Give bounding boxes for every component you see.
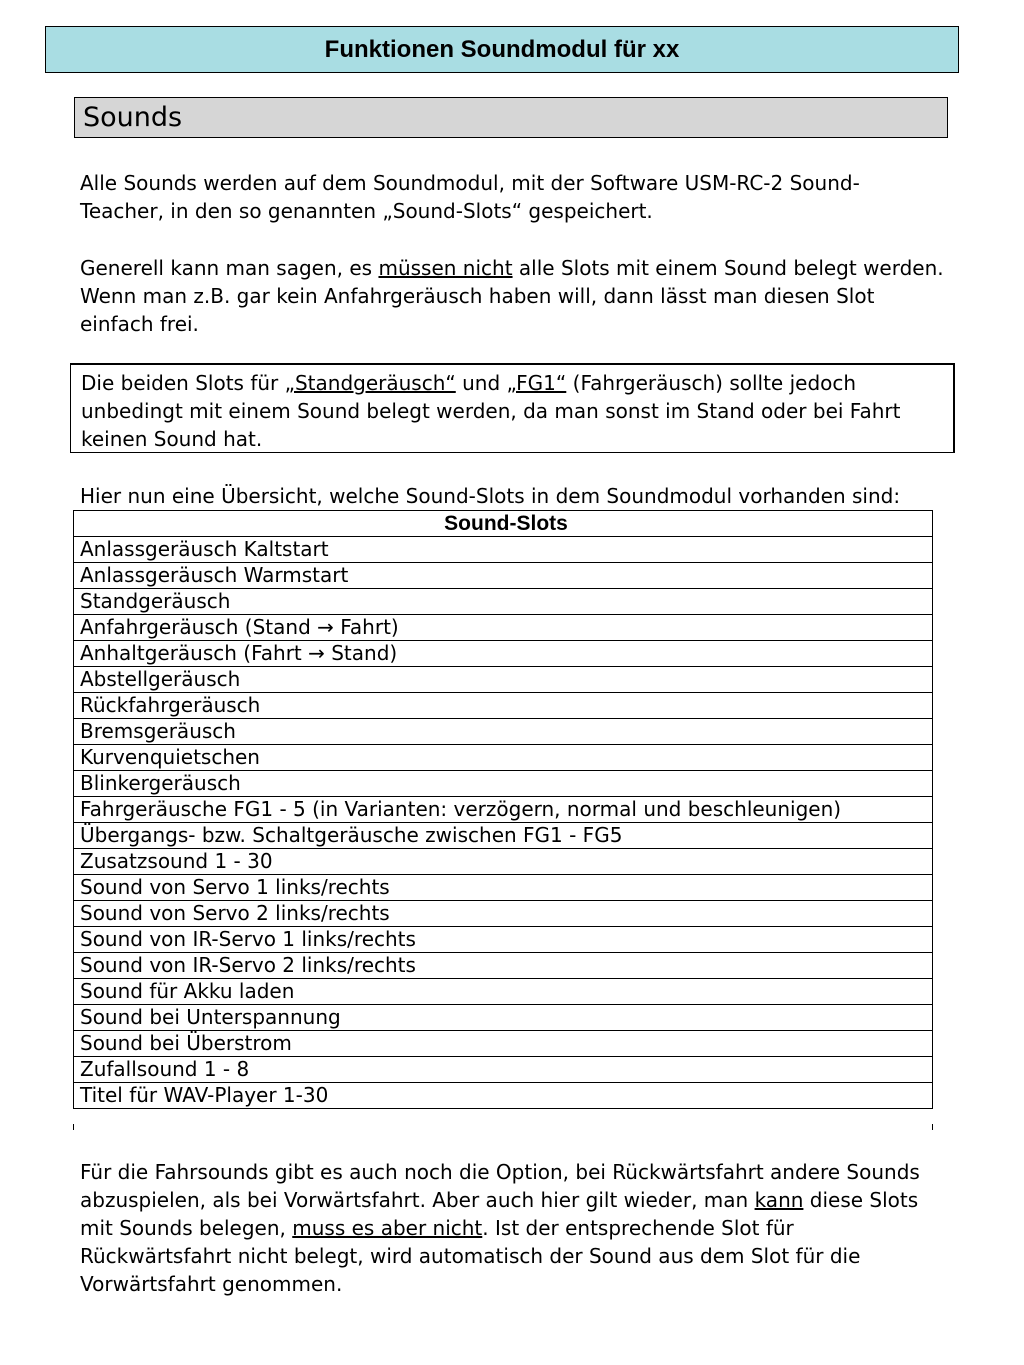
table-row bbox=[74, 1057, 933, 1083]
table-row bbox=[74, 745, 933, 771]
table-cell: Bremsgeräusch bbox=[74, 719, 933, 745]
paragraph-reverse bbox=[80, 1158, 960, 1298]
text-run: Generell kann man sagen, es bbox=[80, 256, 379, 280]
underlined-text: kann bbox=[754, 1188, 804, 1212]
table-cell: Anlassgeräusch Kaltstart bbox=[74, 537, 933, 563]
table-row bbox=[74, 1031, 933, 1057]
table-cell: Zufallsound 1 - 8 bbox=[74, 1057, 933, 1083]
underlined-text: „FG1“ bbox=[506, 371, 567, 395]
table-cell: Sound von Servo 2 links/rechts bbox=[74, 901, 933, 927]
text-run: Die beiden Slots für bbox=[81, 371, 285, 395]
table-corner-mark bbox=[932, 1124, 933, 1130]
text-run: . Ist der entsprechende Slot für bbox=[482, 1216, 794, 1240]
table-cell: Übergangs- bzw. Schaltgeräusche zwischen FG1 - FG5 bbox=[74, 823, 933, 849]
table-row bbox=[74, 589, 933, 615]
table-cell: Titel für WAV-Player 1-30 bbox=[74, 1083, 933, 1109]
paragraph-line bbox=[80, 254, 960, 282]
table-row bbox=[74, 901, 933, 927]
table-row bbox=[74, 823, 933, 849]
table-corner-mark bbox=[73, 1124, 74, 1130]
paragraph-line bbox=[80, 1214, 960, 1242]
table-row bbox=[74, 953, 933, 979]
table-row bbox=[74, 979, 933, 1005]
section-heading: Sounds bbox=[74, 97, 948, 138]
paragraph-line: Rückwärtsfahrt nicht belegt, wird automatisch der Sound aus dem Slot für die bbox=[80, 1244, 861, 1268]
table-cell: Sound von IR-Servo 2 links/rechts bbox=[74, 953, 933, 979]
table-cell: Blinkergeräusch bbox=[74, 771, 933, 797]
table-intro: Hier nun eine Übersicht, welche Sound-Slots in dem Soundmodul vorhanden sind: bbox=[80, 484, 901, 508]
paragraph-line: Wenn man z.B. gar kein Anfahrgeräusch haben will, dann lässt man diesen Slot bbox=[80, 284, 875, 308]
table-cell: Fahrgeräusche FG1 - 5 (in Varianten: verzögern, normal und beschleunigen) bbox=[74, 797, 933, 823]
table-cell: Sound von Servo 1 links/rechts bbox=[74, 875, 933, 901]
table-row bbox=[74, 1083, 933, 1109]
table-row bbox=[74, 667, 933, 693]
table-row bbox=[74, 927, 933, 953]
table-header-row bbox=[74, 511, 933, 537]
table-cell: Kurvenquietschen bbox=[74, 745, 933, 771]
table-cell: Anhaltgeräusch (Fahrt → Stand) bbox=[74, 641, 933, 667]
paragraph-line bbox=[80, 1186, 960, 1214]
note-line: keinen Sound hat. bbox=[81, 427, 263, 451]
paragraph-line: Teacher, in den so genannten „Sound-Slots“ gespeichert. bbox=[80, 199, 653, 223]
paragraph-line: Für die Fahrsounds gibt es auch noch die Option, bei Rückwärtsfahrt andere Sounds bbox=[80, 1160, 920, 1184]
paragraph-intro bbox=[80, 169, 960, 225]
table-cell: Sound bei Überstrom bbox=[74, 1031, 933, 1057]
table-cell: Rückfahrgeräusch bbox=[74, 693, 933, 719]
sound-slots-table bbox=[73, 510, 933, 1109]
table-cell: Standgeräusch bbox=[74, 589, 933, 615]
table-row bbox=[74, 849, 933, 875]
table-cell: Sound für Akku laden bbox=[74, 979, 933, 1005]
table-row bbox=[74, 797, 933, 823]
text-run: diese Slots bbox=[803, 1188, 919, 1212]
table-cell: Anlassgeräusch Warmstart bbox=[74, 563, 933, 589]
table-cell: Abstellgeräusch bbox=[74, 667, 933, 693]
underlined-text: muss es aber nicht bbox=[292, 1216, 483, 1240]
text-run: alle Slots mit einem Sound belegt werden. bbox=[512, 256, 944, 280]
table-row bbox=[74, 537, 933, 563]
underlined-text: „Standgeräusch“ bbox=[284, 371, 456, 395]
table-header: Sound-Slots bbox=[74, 511, 933, 537]
table-row bbox=[74, 719, 933, 745]
text-run: mit Sounds belegen, bbox=[80, 1216, 293, 1240]
table-row bbox=[74, 1005, 933, 1031]
paragraph-line: Vorwärtsfahrt genommen. bbox=[80, 1272, 343, 1296]
table-cell: Sound von IR-Servo 1 links/rechts bbox=[74, 927, 933, 953]
text-run: und bbox=[455, 371, 507, 395]
table-cell: Zusatzsound 1 - 30 bbox=[74, 849, 933, 875]
table-cell: Anfahrgeräusch (Stand → Fahrt) bbox=[74, 615, 933, 641]
text-run: (Fahrgeräusch) sollte jedoch bbox=[566, 371, 857, 395]
table-row bbox=[74, 693, 933, 719]
text-run: abzuspielen, als bei Vorwärtsfahrt. Aber auch hier gilt wieder, man bbox=[80, 1188, 755, 1212]
paragraph-general bbox=[80, 254, 960, 338]
note-line bbox=[81, 369, 953, 397]
note-box bbox=[70, 363, 955, 453]
table-row bbox=[74, 615, 933, 641]
table-row bbox=[74, 771, 933, 797]
table-row bbox=[74, 641, 933, 667]
table-body bbox=[74, 537, 933, 1109]
page-title: Funktionen Soundmodul für xx bbox=[45, 26, 959, 73]
note-line: unbedingt mit einem Sound belegt werden, da man sonst im Stand oder bei Fahrt bbox=[81, 399, 901, 423]
paragraph-line: Alle Sounds werden auf dem Soundmodul, mit der Software USM-RC-2 Sound- bbox=[80, 171, 860, 195]
table-row bbox=[74, 875, 933, 901]
table-cell: Sound bei Unterspannung bbox=[74, 1005, 933, 1031]
table-row bbox=[74, 563, 933, 589]
underlined-text: müssen nicht bbox=[378, 256, 513, 280]
paragraph-line: einfach frei. bbox=[80, 312, 199, 336]
